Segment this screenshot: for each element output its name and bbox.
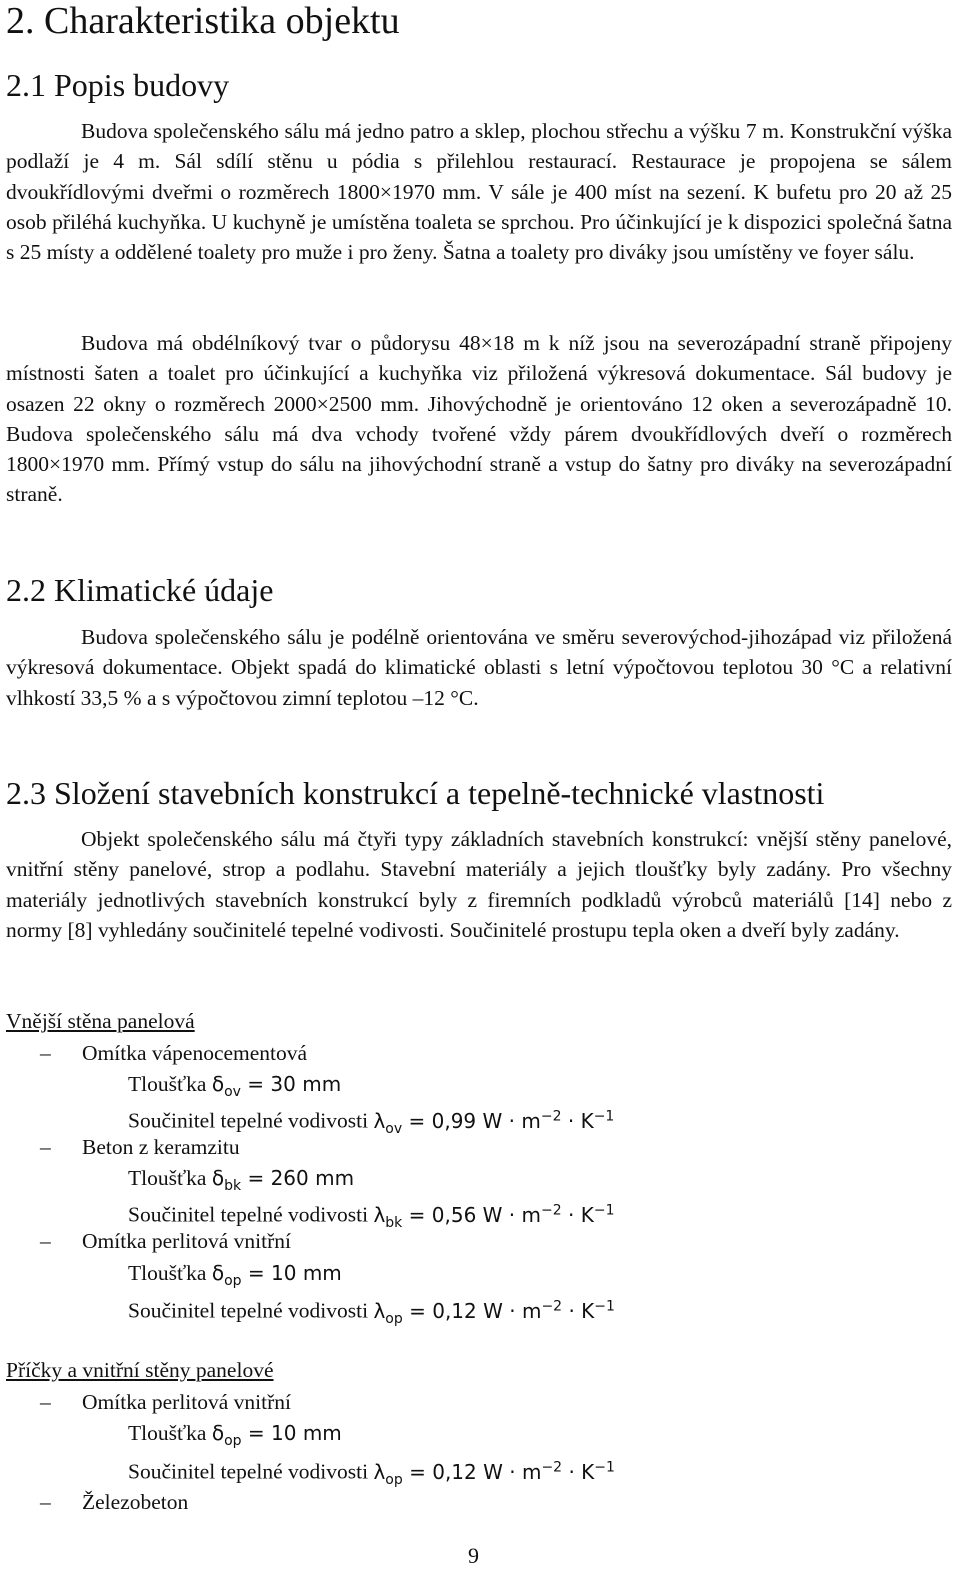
layer-name: Omítka vápenocementová [82,1041,308,1065]
paragraph-text: Budova má obdélníkový tvar o půdorysu 48×18 m k níž jsou na severozápadní straně připojeny místnosti šaten a toalet pro účinkující a kuchyňka viz přiložená výkresová dokumentace. Sál budovy je osazen 22 okny o rozměrech 2000×2500 mm. Jihovýchodně je orientováno 12 oken a severozápadně 10. Budova společenského sálu má dva vchody tvořené vždy párem dvoukřídlových dveří o rozměrech 1800×1970 mm. Přímý vstup do sálu na jihovýchodní straně a vstup do šatny pro diváky na severozápadní straně. [6,331,952,507]
unit-w-m: W · m [483,1459,542,1484]
paragraph-text: Objekt společenského sálu má čtyři typy základních stavebních konstrukcí: vnější stěny panelové, vnitřní stěny panelové, strop a podlahu. Stavební materiály a jejich tloušťky byly zadány. Pro všechny materiály jednotlivých stavebních konstrukcí byly z firemních podkladů výrobců materiálů [14] nebo z normy [8] vyhledány součinitelé tepelné vodivosti. Součinitelé prostupu tepla oken a dveří byly zadány. [6,827,952,942]
thickness-label: Tloušťka [128,1421,207,1445]
exponent: −2 [541,1202,562,1218]
thickness-label: Tloušťka [128,1261,207,1285]
exponent: −1 [593,1108,615,1124]
lambda-symbol: λ [373,1459,386,1484]
layer-conductivity [128,1452,615,1495]
paragraph-building-2 [6,328,952,510]
equals-sign: = [409,1459,426,1484]
conductivity-label: Součinitel tepelné vodivosti [128,1108,369,1133]
paragraph-text: Budova společenského sálu je podélně orientována ve směru severovýchod-jihozápad viz přiložená výkresová dokumentace. Objekt spadá do klimatické oblasti s letní výpočtovou teplotou 30 °C a relativní vlhkostí 33,5 % a s výpočtovou zimní teplotou –12 °C. [6,625,952,710]
unit-w-m: W · m [482,1202,541,1227]
conductivity-formula: $\lambda_{ov} = 0,99$ $W \cdot m^{-2} \cdot K^{-1}$ [373,1108,615,1137]
unit-k: K [580,1202,594,1227]
thickness-label: Tloušťka [128,1166,207,1190]
equals-sign: = [408,1202,426,1227]
delta-symbol: δ [211,1166,225,1190]
symbol-subscript: ov [224,1084,241,1100]
unit-k: K [581,1459,595,1484]
bullet-dash: – [40,1229,51,1253]
paragraph-text: Budova společenského sálu má jedno patro a sklep, plochou střechu a výšku 7 m. Konstrukční výška podlaží je 4 m. Sál sdílí stěnu u pódia s přilehlou restaurací. Restaurace je propojena se sálem dvoukřídlovými dveřmi o rozměrech 1800×1970 mm. V sále je 400 míst na sezení. K bufetu pro 20 až 25 osob přiléhá kuchyňka. U kuchyně je umístěna toaleta se sprchou. Pro účinkující je k dispozici společná šatna s 25 místy a oddělené toalety pro muže i pro ženy. Šatna a toalety pro diváky jsou umístěny ve foyer sálu. [6,119,952,265]
thickness-value: 10 mm [271,1261,342,1285]
thickness-label: Tloušťka [128,1072,207,1096]
conductivity-value: 0,12 [432,1298,477,1323]
layer-name: Beton z keramzitu [82,1135,240,1159]
layer-conductivity [128,1291,615,1334]
thickness-value: 260 mm [270,1166,355,1190]
thickness-value: 10 mm [271,1421,342,1445]
paragraph-climate [6,622,952,713]
symbol-subscript: ov [385,1120,403,1137]
thickness-formula [211,1421,342,1449]
conductivity-label: Součinitel tepelné vodivosti [128,1202,369,1227]
exponent: −1 [594,1298,615,1314]
conductivity-value: 0,99 [431,1108,477,1133]
layer-name: Omítka perlitová vnitřní [82,1390,291,1414]
lambda-symbol: λ [373,1298,386,1323]
delta-symbol: δ [211,1072,225,1096]
exponent: −2 [541,1298,563,1314]
chapter-heading: 2. Charakteristika objektu [6,0,400,42]
equals-sign: = [247,1072,265,1096]
equals-sign: = [409,1298,426,1323]
page-number: 9 [468,1543,479,1568]
unit-w-m: W · m [483,1298,542,1323]
unit-w-m: W · m [482,1108,541,1133]
paragraph-constructions [6,824,952,945]
bullet-dash: – [40,1490,51,1514]
outer-wall-heading: Vnější stěna panelová [6,1009,195,1033]
symbol-subscript: bk [385,1214,403,1231]
exponent: −1 [594,1459,615,1475]
conductivity-formula: $\lambda_{bk} = 0,56$ $W \cdot m^{-2} \cdot K^{-1}$ [373,1202,615,1231]
section-heading-2-2: 2.2 Klimatické údaje [6,572,274,608]
unit-k: K [581,1298,595,1323]
thickness-formula [211,1261,342,1289]
bullet-dash: – [40,1041,51,1065]
inner-wall-heading: Příčky a vnitřní stěny panelové [6,1358,274,1382]
exponent: −2 [541,1459,563,1475]
bullet-dash: – [40,1135,51,1159]
thickness-formula [211,1072,342,1100]
symbol-subscript: op [224,1273,242,1289]
conductivity-formula: $\lambda_{op} = 0,12$ $W \cdot m^{-2} \cdot K^{-1}$ [373,1298,615,1327]
conductivity-value: 0,56 [431,1202,477,1227]
exponent: −2 [540,1108,562,1124]
conductivity-formula: $\lambda_{op} = 0,12$ $W \cdot m^{-2} \cdot K^{-1}$ [373,1459,615,1488]
conductivity-value: 0,12 [432,1459,477,1484]
symbol-subscript: op [385,1310,403,1327]
symbol-subscript: op [385,1471,403,1488]
layer-name: Omítka perlitová vnitřní [82,1229,291,1253]
lambda-symbol: λ [373,1108,386,1133]
delta-symbol: δ [211,1261,225,1285]
equals-sign: = [247,1421,265,1445]
thickness-formula [211,1166,355,1194]
section-heading-2-1: 2.1 Popis budovy [6,67,230,103]
symbol-subscript: bk [224,1178,242,1194]
section-heading-2-3: 2.3 Složení stavebních konstrukcí a tepelně-technické vlastnosti [6,775,825,811]
equals-sign: = [408,1108,426,1133]
exponent: −1 [593,1202,615,1218]
delta-symbol: δ [211,1421,225,1445]
equals-sign: = [247,1166,265,1190]
conductivity-label: Součinitel tepelné vodivosti [128,1298,369,1323]
thickness-value: 30 mm [270,1072,342,1096]
bullet-dash: – [40,1390,51,1414]
conductivity-label: Součinitel tepelné vodivosti [128,1459,369,1484]
paragraph-building-1 [6,116,952,267]
layer-thickness [128,1418,342,1456]
equals-sign: = [247,1261,265,1285]
lambda-symbol: λ [373,1202,386,1227]
symbol-subscript: op [224,1433,242,1449]
layer-name: Železobeton [82,1490,189,1514]
unit-k: K [580,1108,594,1133]
